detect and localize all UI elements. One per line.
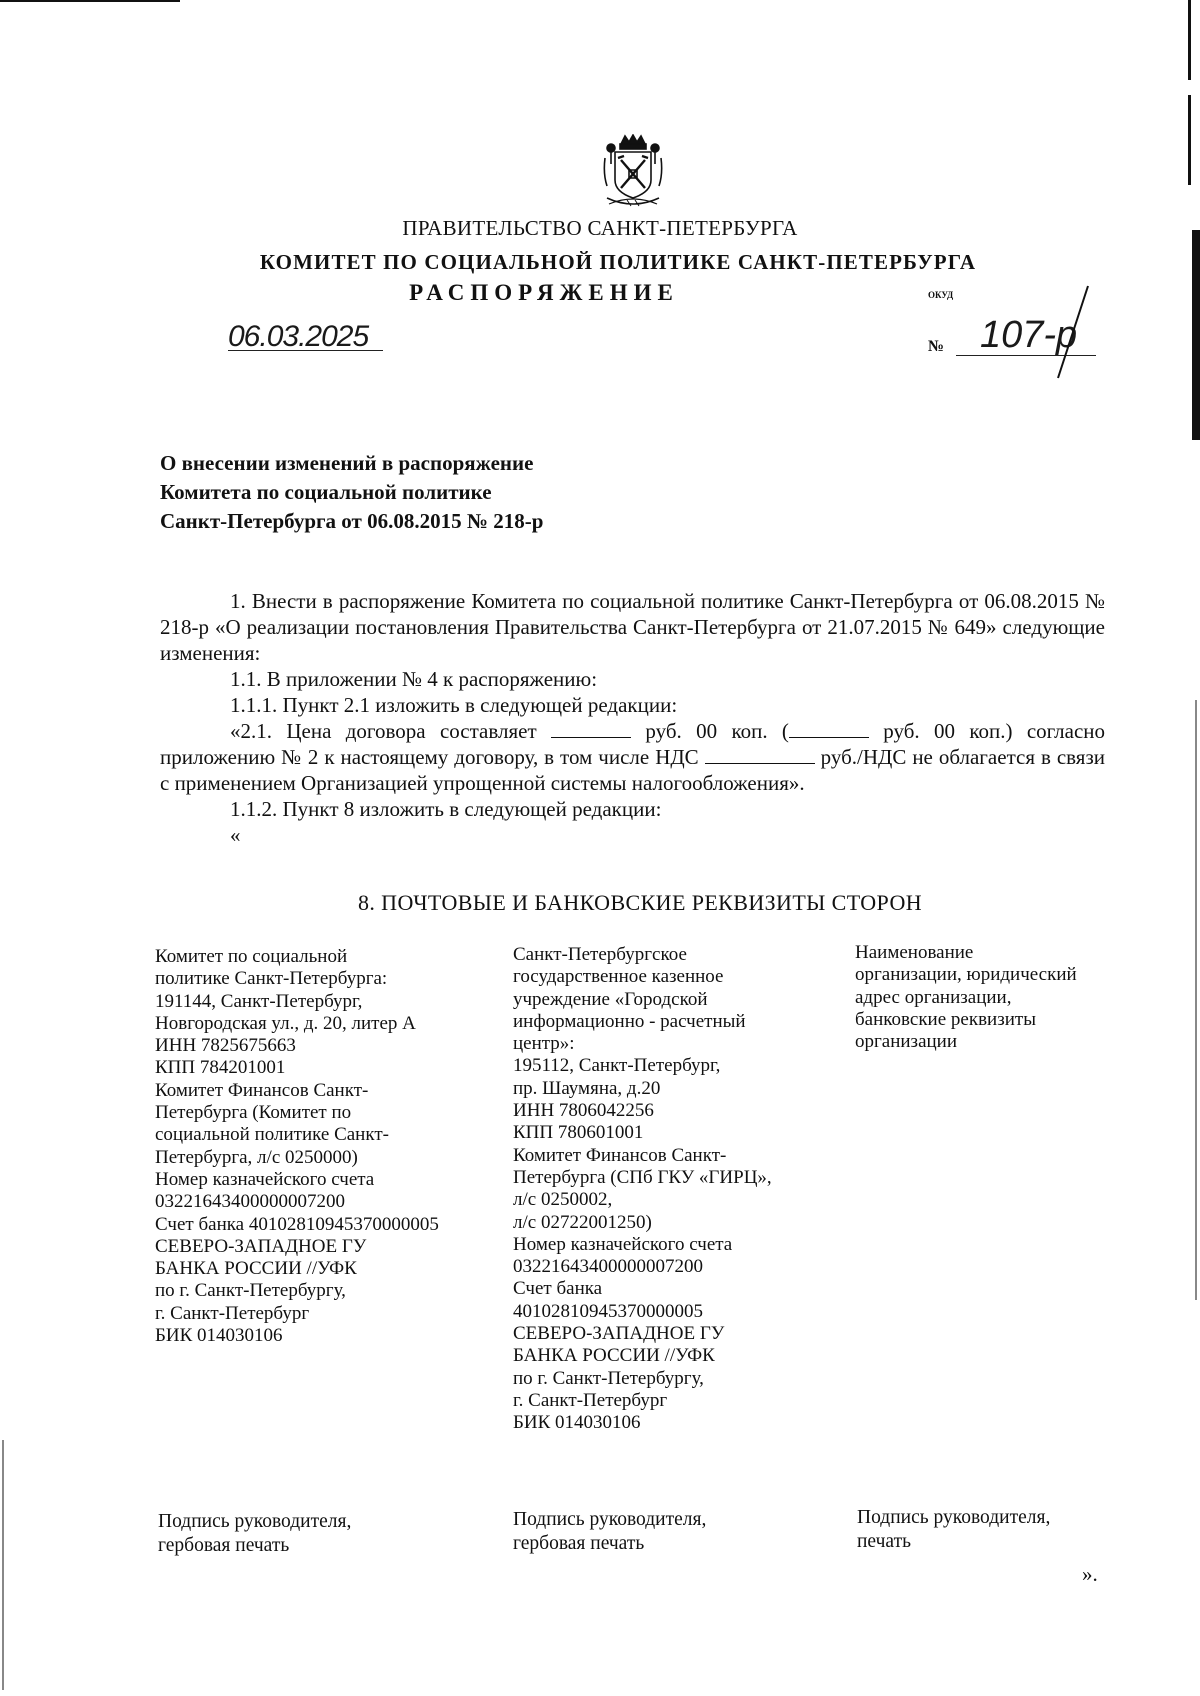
requisite-line: пр. Шаумяна, д.20: [513, 1077, 661, 1099]
subject-line: Комитета по социальной политике: [160, 480, 492, 504]
requisite-line: ИНН 7806042256: [513, 1100, 654, 1122]
subject-line: О внесении изменений в распоряжение: [160, 451, 534, 475]
requisite-line: 03221643400000007200: [513, 1256, 703, 1278]
requisite-line: СЕВЕРО-ЗАПАДНОЕ ГУ: [155, 1235, 367, 1257]
price-text-a: «2.1. Цена договора составляет: [230, 719, 537, 743]
requisite-line: 40102810945370000005: [513, 1300, 703, 1322]
requisite-line: учреждение «Городской: [513, 988, 708, 1010]
scan-edge-mark-top: [0, 0, 180, 2]
section-title: 8. ПОЧТОВЫЕ И БАНКОВСКИЕ РЕКВИЗИТЫ СТОРОН: [357, 890, 923, 915]
requisite-line: Петербурга (Комитет по: [155, 1102, 352, 1124]
requisites-committee: [155, 946, 439, 1347]
paragraph-1-1: 1.1. В приложении № 4 к распоряжению:: [230, 667, 598, 691]
requisite-line: Счет банка: [513, 1278, 603, 1300]
requisite-line: Новгородская ул., д. 20, литер А: [155, 1012, 416, 1034]
vat-blank: [705, 763, 815, 764]
government-name: ПРАВИТЕЛЬСТВО САНКТ-ПЕТЕРБУРГА: [402, 216, 798, 240]
requisite-line: политике Санкт-Петербурга:: [155, 968, 388, 990]
paragraph-2-1-price: [160, 718, 1105, 796]
requisite-line: Петербурга (СПб ГКУ «ГИРЦ»,: [513, 1166, 772, 1188]
paragraph-1-1-1: 1.1.1. Пункт 2.1 изложить в следующей редакции:: [230, 693, 678, 717]
requisite-line: государственное казенное: [513, 966, 724, 988]
requisite-line: по г. Санкт-Петербургу,: [513, 1367, 704, 1389]
requisite-line: ИНН 7825675663: [155, 1035, 296, 1057]
signature-line: Подпись руководителя,: [857, 1507, 1051, 1528]
scan-edge-mark-right-2: [1188, 95, 1191, 185]
subject-line: Санкт-Петербурга от 06.08.2015 № 218-р: [160, 509, 544, 533]
requisite-line: БАНКА РОССИИ //УФК: [155, 1258, 357, 1280]
requisite-line: Счет банка 40102810945370000005: [155, 1213, 439, 1235]
requisite-line: 191144, Санкт-Петербург,: [155, 990, 363, 1012]
requisite-line: организации, юридический: [855, 964, 1077, 986]
scan-edge-mark-right-4: [1195, 700, 1197, 1300]
signature-girc: [513, 1508, 706, 1556]
requisite-line: организации: [855, 1031, 958, 1053]
requisite-line: по г. Санкт-Петербургу,: [155, 1280, 346, 1302]
requisite-line: 03221643400000007200: [155, 1191, 345, 1213]
requisite-line: банковские реквизиты: [855, 1008, 1036, 1030]
signature-line: печать: [857, 1531, 911, 1552]
requisite-line: л/с 0250002,: [513, 1189, 613, 1211]
close-quote: ».: [1082, 1562, 1098, 1586]
signature-line: гербовая печать: [158, 1535, 290, 1556]
requisite-line: Петербурга, л/с 0250000): [155, 1146, 358, 1168]
requisite-line: БИК 014030106: [155, 1325, 283, 1347]
price-words-blank: [789, 737, 869, 738]
requisite-line: БИК 014030106: [513, 1412, 641, 1434]
open-quote: «: [230, 823, 241, 847]
requisite-line: КПП 784201001: [155, 1057, 286, 1079]
requisite-line: БАНКА РОССИИ //УФК: [513, 1345, 715, 1367]
okud-label: ОКУД: [928, 290, 954, 300]
requisite-line: Санкт-Петербургское: [513, 944, 687, 965]
requisite-line: Номер казначейского счета: [155, 1168, 375, 1190]
committee-name: КОМИТЕТ ПО СОЦИАЛЬНОЙ ПОЛИТИКЕ САНКТ-ПЕТЕРБУРГА: [259, 250, 977, 274]
paragraph-1: 1. Внести в распоряжение Комитета по социальной политике Санкт-Петербурга от 06.08.2015 № 218-р «О реализации постановления Правительства Санкт-Петербурга от 21.07.2015 № 649» следующие изменения:: [160, 589, 1105, 665]
requisite-line: Номер казначейского счета: [513, 1233, 733, 1255]
signature-line: Подпись руководителя,: [158, 1511, 352, 1532]
signature-line: гербовая печать: [513, 1533, 645, 1554]
date-underline: [228, 350, 383, 351]
signature-line: Подпись руководителя,: [513, 1509, 707, 1530]
number-slash-stroke: [1040, 282, 1100, 382]
requisite-line: адрес организации,: [855, 986, 1012, 1008]
price-blank: [551, 737, 631, 738]
requisite-line: информационно - расчетный: [513, 1010, 746, 1032]
document-type: РАСПОРЯЖЕНИЕ: [409, 280, 679, 305]
requisite-line: г. Санкт-Петербург: [155, 1302, 310, 1324]
document-number: 107-р: [980, 314, 1078, 356]
requisite-line: социальной политике Санкт-: [155, 1124, 389, 1146]
paragraph-1-1-2: 1.1.2. Пункт 8 изложить в следующей редакции:: [230, 797, 662, 821]
document-body: [160, 588, 1105, 848]
document-subject: [160, 449, 543, 536]
requisite-line: Комитет по социальной: [155, 946, 348, 967]
price-text-d: руб./НДС не облагается в связи с применением Организацией упрощенной системы налогообложения».: [160, 745, 1105, 795]
scan-edge-mark-right-1: [1188, 0, 1191, 80]
price-text-b: руб. 00 коп. (: [645, 719, 789, 743]
requisite-line: КПП 780601001: [513, 1122, 644, 1144]
scan-edge-mark-left: [2, 1440, 4, 1690]
number-sign: №: [928, 338, 945, 355]
coat-of-arms-icon: [597, 134, 669, 212]
signature-organization: [857, 1506, 1050, 1554]
requisite-line: Наименование: [855, 942, 974, 963]
requisite-line: Комитет Финансов Санкт-: [155, 1079, 369, 1101]
price-text-c: руб. 00 коп.) согласно приложению № 2 к настоящему договору, в том числе НДС: [160, 719, 1106, 769]
signature-committee: [158, 1510, 351, 1558]
requisite-line: л/с 02722001250): [513, 1211, 652, 1233]
requisites-girc: [513, 944, 772, 1435]
requisite-line: г. Санкт-Петербург: [513, 1389, 668, 1411]
requisite-line: Комитет Финансов Санкт-: [513, 1144, 727, 1166]
requisite-line: СЕВЕРО-ЗАПАДНОЕ ГУ: [513, 1323, 725, 1345]
requisites-organization: [855, 942, 1077, 1053]
requisite-line: 195112, Санкт-Петербург,: [513, 1055, 721, 1077]
document-date: 06.03.2025: [228, 320, 369, 353]
requisite-line: центр»:: [513, 1033, 575, 1055]
